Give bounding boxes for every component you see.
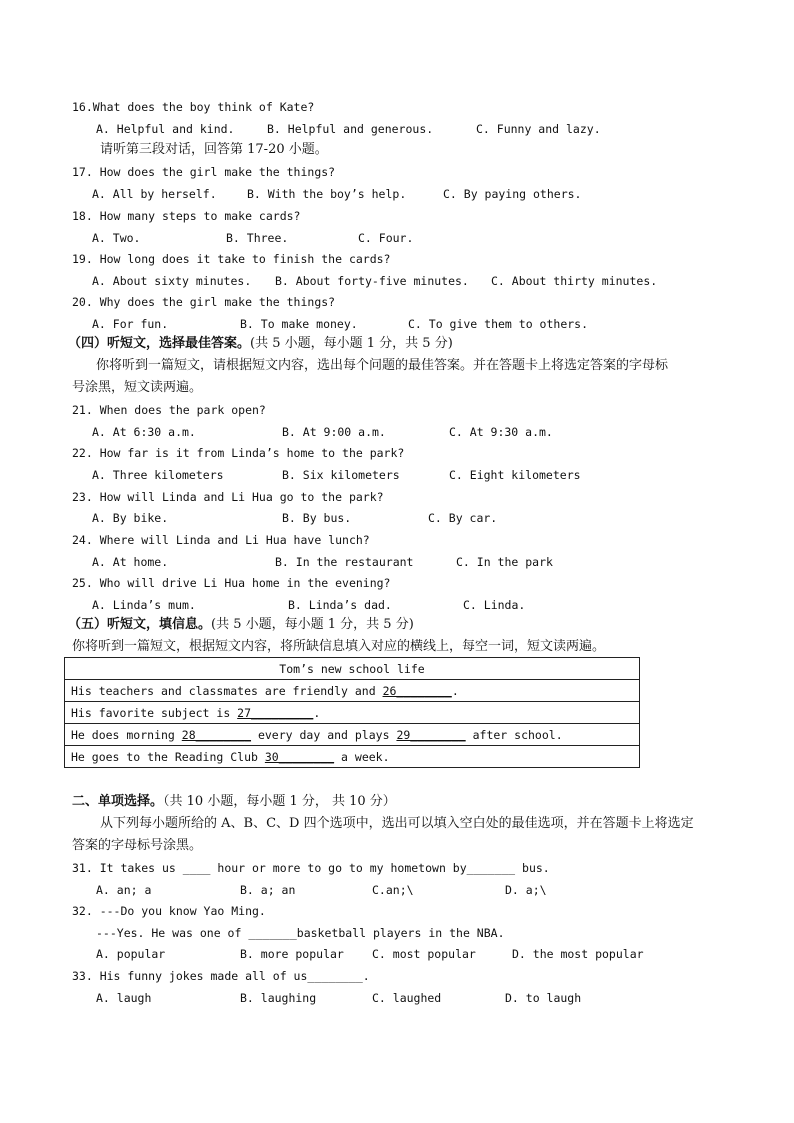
blank-26[interactable]: 26________ (382, 683, 452, 698)
part5-header (68, 617, 414, 633)
question-31-stem: 31. It takes us ____ hour or more to go to my hometown by_______ bus. (72, 861, 550, 875)
section2-title: 二、单项选择。 (72, 794, 164, 809)
q20-option-a: A. For fun. (92, 317, 169, 331)
table-cell (65, 724, 640, 746)
question-22-stem: 22. How far is it from Linda’s home to the park? (72, 446, 405, 460)
question-20-stem: 20. Why does the girl make the things? (72, 295, 336, 309)
q33-option-c: C. laughed (372, 991, 442, 1005)
row1-end: . (451, 683, 459, 698)
q22-option-b: B. Six kilometers (282, 468, 400, 482)
q19-option-c: C. About thirty minutes. (491, 274, 658, 288)
q18-option-c: C. Four. (358, 231, 414, 245)
blank-29[interactable]: 29________ (396, 727, 466, 742)
q24-option-c: C. In the park (456, 555, 553, 569)
blank-27[interactable]: 27_________ (237, 705, 314, 720)
question-33-stem: 33. His funny jokes made all of us________. (72, 969, 370, 983)
q31-option-a: A. an; a (96, 883, 152, 897)
q25-option-b: B. Linda’s dad. (288, 598, 392, 612)
part5-title: （五）听短文，填信息。 (68, 617, 212, 632)
row3-mid: every day and plays (251, 727, 397, 742)
part5-instruction: 你将听到一篇短文，根据短文内容，将所缺信息填入对应的横线上，每空一词，短文读两遍。 (72, 639, 606, 654)
blank-30[interactable]: 30________ (264, 749, 335, 764)
q16-option-a: A. Helpful and kind. (96, 122, 235, 136)
q31-option-d: D. a;\ (505, 883, 547, 897)
part4-title: （四）听短文，选择最佳答案。 (68, 336, 251, 351)
q19-option-a: A. About sixty minutes. (92, 274, 252, 288)
part4-instruction-line1: 你将听到一篇短文，请根据短文内容，选出每个问题的最佳答案。并在答题卡上将选定答案的字母标 (96, 358, 669, 373)
info-fill-table (64, 657, 640, 768)
table-row (65, 702, 640, 724)
section2-instruction-line2: 答案的字母标号涂黑。 (72, 838, 203, 853)
q25-option-a: A. Linda’s mum. (92, 598, 196, 612)
section2-score: （共 10 小题，每小题 1 分， 共 10 分） (163, 794, 396, 809)
q31-option-b: B. a; an (240, 883, 296, 897)
q18-option-a: A. Two. (92, 231, 141, 245)
question-32-line2: ---Yes. He was one of _______basketball players in the NBA. (96, 926, 505, 940)
q20-option-c: C. To give them to others. (408, 317, 589, 331)
row4-text: He goes to the Reading Club (71, 749, 265, 764)
q17-option-b: B. With the boy’s help. (247, 187, 407, 201)
q22-option-c: C. Eight kilometers (449, 468, 581, 482)
q24-option-a: A. At home. (92, 555, 169, 569)
dialog3-note: 请听第三段对话，回答第 17-20 小题。 (100, 142, 328, 157)
q19-option-b: B. About forty-five minutes. (275, 274, 469, 288)
table-cell (65, 746, 640, 768)
blank-28[interactable]: 28________ (181, 727, 252, 742)
row2-end: . (313, 705, 321, 720)
table-title: Tom’s new school life (65, 658, 640, 680)
q24-option-b: B. In the restaurant (275, 555, 414, 569)
q23-option-c: C. By car. (428, 511, 498, 525)
q32-option-b: B. more popular (240, 947, 344, 961)
question-25-stem: 25. Who will drive Li Hua home in the evening? (72, 576, 391, 590)
part4-instruction-line2: 号涂黑，短文读两遍。 (72, 380, 203, 395)
q16-option-b: B. Helpful and generous. (267, 122, 434, 136)
row3-text: He does morning (71, 727, 182, 742)
q33-option-d: D. to laugh (505, 991, 582, 1005)
part4-header (68, 336, 453, 352)
question-16-stem: 16.What does the boy think of Kate? (72, 100, 315, 114)
question-18-stem: 18. How many steps to make cards? (72, 209, 301, 223)
table-cell (65, 702, 640, 724)
q20-option-b: B. To make money. (240, 317, 358, 331)
q21-option-b: B. At 9:00 a.m. (282, 425, 386, 439)
section2-instruction-line1: 从下列每小题所给的 A、B、C、D 四个选项中，选出可以填入空白处的最佳选项，并在答题卡上将选定 (100, 816, 694, 831)
q22-option-a: A. Three kilometers (92, 468, 224, 482)
section2-header (72, 794, 396, 810)
part5-score: (共 5 小题，每小题 1 分，共 5 分) (211, 617, 414, 632)
question-17-stem: 17. How does the girl make the things? (72, 165, 336, 179)
table-row (65, 680, 640, 702)
question-23-stem: 23. How will Linda and Li Hua go to the park? (72, 490, 384, 504)
row4-end: a week. (334, 749, 390, 764)
question-19-stem: 19. How long does it take to finish the cards? (72, 252, 391, 266)
table-cell (65, 680, 640, 702)
question-24-stem: 24. Where will Linda and Li Hua have lunch? (72, 533, 370, 547)
q16-option-c: C. Funny and lazy. (476, 122, 601, 136)
q21-option-c: C. At 9:30 a.m. (449, 425, 553, 439)
row1-text: His teachers and classmates are friendly and (71, 683, 383, 698)
q31-option-c: C.an;\ (372, 883, 414, 897)
question-32-line1: 32. ---Do you know Yao Ming. (72, 904, 266, 918)
q17-option-a: A. All by herself. (92, 187, 217, 201)
q23-option-a: A. By bike. (92, 511, 169, 525)
table-row (65, 746, 640, 768)
q33-option-a: A. laugh (96, 991, 152, 1005)
row2-text: His favorite subject is (71, 705, 238, 720)
q32-option-a: A. popular (96, 947, 166, 961)
row3-end: after school. (465, 727, 563, 742)
table-row (65, 658, 640, 680)
part4-score: (共 5 小题，每小题 1 分，共 5 分) (250, 336, 453, 351)
q32-option-d: D. the most popular (512, 947, 644, 961)
q18-option-b: B. Three. (226, 231, 289, 245)
q17-option-c: C. By paying others. (443, 187, 582, 201)
q33-option-b: B. laughing (240, 991, 317, 1005)
table-row (65, 724, 640, 746)
q23-option-b: B. By bus. (282, 511, 352, 525)
q25-option-c: C. Linda. (463, 598, 526, 612)
question-21-stem: 21. When does the park open? (72, 403, 266, 417)
q21-option-a: A. At 6:30 a.m. (92, 425, 196, 439)
q32-option-c: C. most popular (372, 947, 476, 961)
